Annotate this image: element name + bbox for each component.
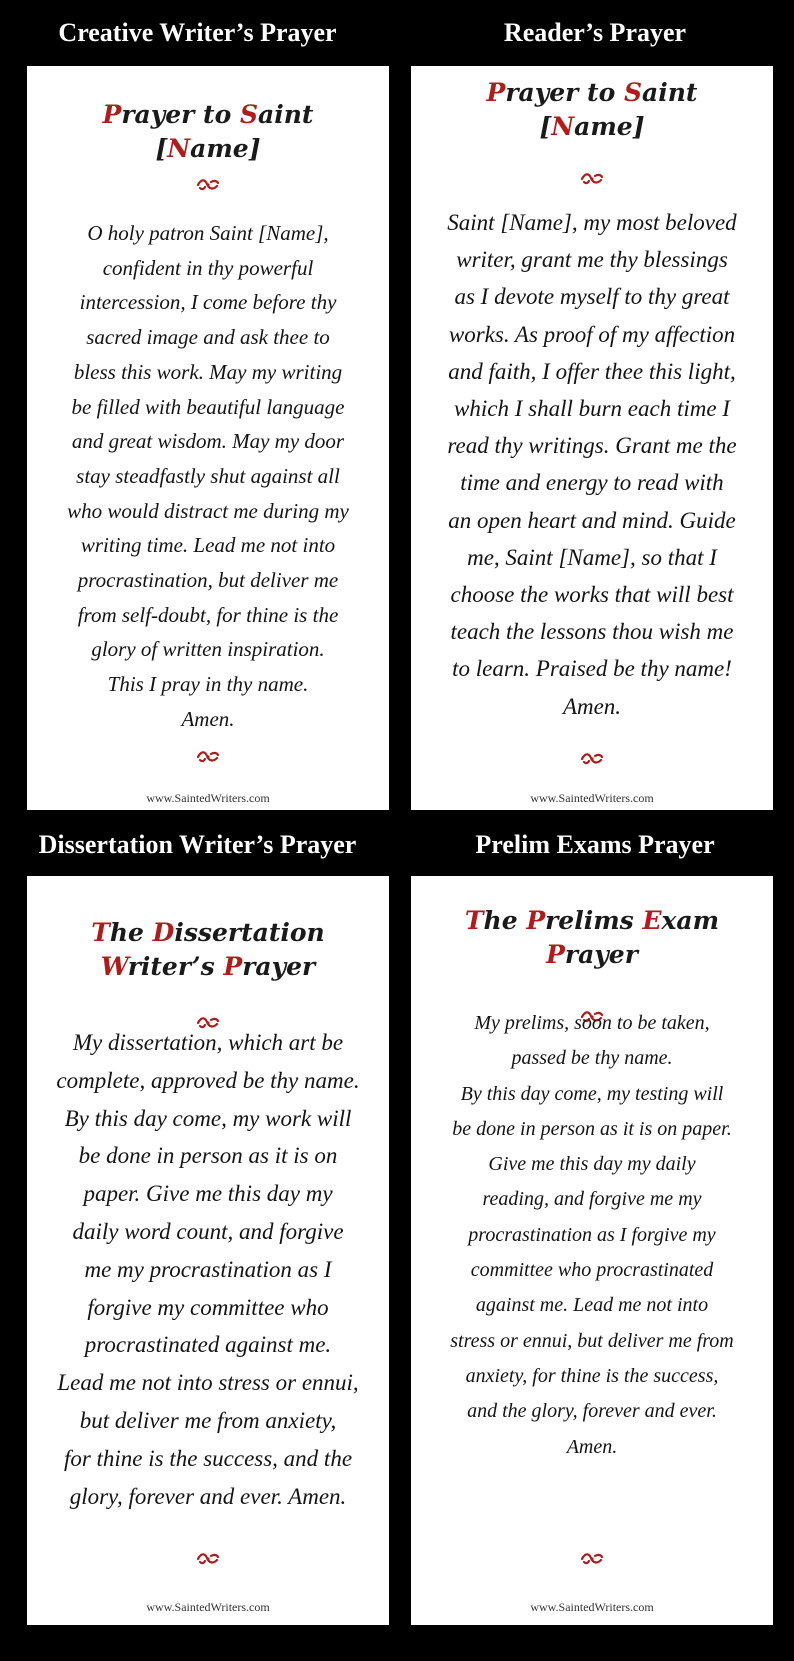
prayer-line: time and energy to read with <box>460 470 724 496</box>
title-initial-letter: T <box>464 906 484 935</box>
prayer-line: be done in person as it is on paper. <box>452 1117 732 1140</box>
card-title <box>411 904 773 972</box>
prayer-line: procrastination, but deliver me <box>77 568 339 593</box>
prayer-line: from self-doubt, for thine is the <box>77 602 339 627</box>
title-text: rayer to <box>121 100 240 129</box>
prayer-line: glory, forever and ever. Amen. <box>69 1483 347 1509</box>
prayer-line: anxiety, for thine is the success, <box>465 1364 719 1387</box>
prayer-line: intercession, I come before thy <box>79 290 337 315</box>
prayer-line: be done in person as it is on <box>78 1143 338 1169</box>
prayer-line: bless this work. May my writing <box>73 359 343 384</box>
fleuron-icon <box>580 752 604 766</box>
reader-prayer-heading: Reader’s Prayer <box>503 18 687 47</box>
title-text: [ <box>155 134 168 163</box>
prayer-line: me my procrastination as I <box>84 1256 332 1282</box>
prayer-line: Give me this day my daily <box>488 1153 696 1176</box>
prayer-line: but deliver me from anxiety, <box>79 1407 337 1433</box>
prayer-line: Amen. <box>181 706 235 731</box>
website-url: www.SaintedWriters.com <box>530 791 654 805</box>
title-text: issertation <box>174 918 325 947</box>
fleuron-icon <box>580 1552 604 1566</box>
title-text: rayer <box>564 940 638 969</box>
title-initial-letter: S <box>623 78 643 107</box>
fleuron-icon <box>196 750 220 764</box>
card-title-line <box>411 938 773 972</box>
card-title-line <box>27 132 389 166</box>
fleuron-icon <box>196 1552 220 1566</box>
card-title <box>411 76 773 144</box>
creative-prayer-card <box>27 66 389 810</box>
card-title-line <box>411 110 773 144</box>
prayer-line: By this day come, my testing will <box>460 1082 724 1105</box>
reader-prayer-card <box>411 66 773 810</box>
title-text: aint <box>642 78 698 107</box>
prayer-line: stress or ennui, but deliver me from <box>450 1329 734 1352</box>
title-initial-letter: P <box>486 78 506 107</box>
card-title-line <box>411 76 773 110</box>
prayer-line: and great wisdom. May my door <box>71 429 345 454</box>
prayer-line: for thine is the success, and the <box>63 1445 353 1471</box>
prayer-line: read thy writings. Grant me the <box>447 433 737 459</box>
prayer-text <box>37 1024 379 1515</box>
card-title <box>27 916 389 984</box>
website-url: www.SaintedWriters.com <box>530 1600 654 1614</box>
fleuron-icon <box>580 172 604 186</box>
title-initial-letter: P <box>102 100 122 129</box>
prayer-line: My prelims, soon to be taken, <box>474 1012 710 1034</box>
card-title-line <box>27 916 389 950</box>
fleuron-icon <box>196 178 220 192</box>
prayer-line: My dissertation, which art be <box>72 1030 344 1055</box>
prayer-line: who would distract me during my <box>67 498 349 523</box>
prayer-line: against me. Lead me not into <box>475 1294 709 1317</box>
dissertation-prayer-heading: Dissertation Writer’s Prayer <box>38 830 357 859</box>
prayer-line: Saint [Name], my most beloved <box>447 210 737 235</box>
prayer-line: as I devote myself to thy great <box>454 284 730 310</box>
title-text: ame] <box>574 112 645 141</box>
prayer-line: stay steadfastly shut against all <box>76 463 340 488</box>
prayer-line: procrastination as I forgive my <box>468 1223 716 1246</box>
prayer-line: procrastinated against me. <box>84 1332 332 1358</box>
website-url: www.SaintedWriters.com <box>146 791 270 805</box>
card-title-line <box>27 98 389 132</box>
card-title-line <box>411 904 773 938</box>
title-text: [ <box>539 112 552 141</box>
prayer-line: an open heart and mind. Guide <box>448 507 736 533</box>
prayer-line: writing time. Lead me not into <box>80 533 336 558</box>
prayer-line: me, Saint [Name], so that I <box>467 544 717 570</box>
title-text: xam <box>661 906 720 935</box>
prayer-line: daily word count, and forgive <box>72 1218 344 1244</box>
prayer-line: be filled with beautiful language <box>71 394 345 419</box>
prayer-text <box>421 204 763 725</box>
prayer-text <box>421 1006 763 1465</box>
title-text: he <box>483 906 527 935</box>
prayer-line: committee who procrastinated <box>470 1259 714 1282</box>
prayer-line: By this day come, my work will <box>64 1105 352 1131</box>
dissertation-prayer-card <box>27 876 389 1625</box>
title-text: rayer to <box>505 78 624 107</box>
title-initial-letter: E <box>642 906 662 935</box>
title-text: he <box>109 918 153 947</box>
prayer-line: paper. Give me this day my <box>83 1181 333 1207</box>
prayer-line: writer, grant me thy blessings <box>456 247 728 273</box>
prayer-line: glory of written inspiration. <box>91 637 325 662</box>
prayer-line: sacred image and ask thee to <box>86 325 330 350</box>
title-text: rayer <box>242 952 316 981</box>
card-title-line <box>27 950 389 984</box>
prayer-line: works. As proof of my affection <box>448 321 736 347</box>
prayer-line: and the glory, forever and ever. <box>467 1400 717 1423</box>
title-initial-letter: S <box>239 100 259 129</box>
prayer-line: reading, and forgive me my <box>482 1188 702 1211</box>
title-initial-letter: P <box>223 952 243 981</box>
prayer-line: This I pray in thy name. <box>107 672 309 697</box>
card-title <box>27 98 389 166</box>
prayer-line: teach the lessons thou wish me <box>450 619 734 645</box>
prelim-prayer-card <box>411 876 773 1625</box>
prayer-line: passed be thy name. <box>511 1047 673 1070</box>
title-initial-letter: N <box>167 134 191 163</box>
title-initial-letter: W <box>100 952 128 981</box>
website-url: www.SaintedWriters.com <box>146 1600 270 1614</box>
prayer-line: choose the works that will best <box>450 582 734 608</box>
title-text: relims <box>545 906 643 935</box>
prayer-line: forgive my committee who <box>87 1294 329 1320</box>
prayer-line: complete, approved be thy name. <box>56 1067 360 1093</box>
prayer-line: O holy patron Saint [Name], <box>87 221 329 245</box>
title-initial-letter: P <box>526 906 546 935</box>
prayer-line: which I shall burn each time I <box>454 396 730 422</box>
prayer-line: Lead me not into stress or ennui, <box>57 1370 359 1396</box>
prayer-text <box>37 216 379 737</box>
prelim-prayer-heading: Prelim Exams Prayer <box>475 830 715 859</box>
title-initial-letter: D <box>152 918 175 947</box>
title-initial-letter: N <box>551 112 575 141</box>
title-text: ame] <box>190 134 261 163</box>
title-text: riter’s <box>127 952 224 981</box>
prayer-line: Amen. <box>566 1435 618 1458</box>
prayer-line: to learn. Praised be thy name! <box>452 656 732 682</box>
prayer-line: and faith, I offer thee this light, <box>448 358 736 384</box>
title-initial-letter: T <box>91 918 110 947</box>
prayer-line: Amen. <box>562 693 622 719</box>
creative-prayer-heading: Creative Writer’s Prayer <box>58 18 337 47</box>
title-initial-letter: P <box>546 940 565 969</box>
title-text: aint <box>258 100 314 129</box>
prayer-line: confident in thy powerful <box>102 255 314 280</box>
